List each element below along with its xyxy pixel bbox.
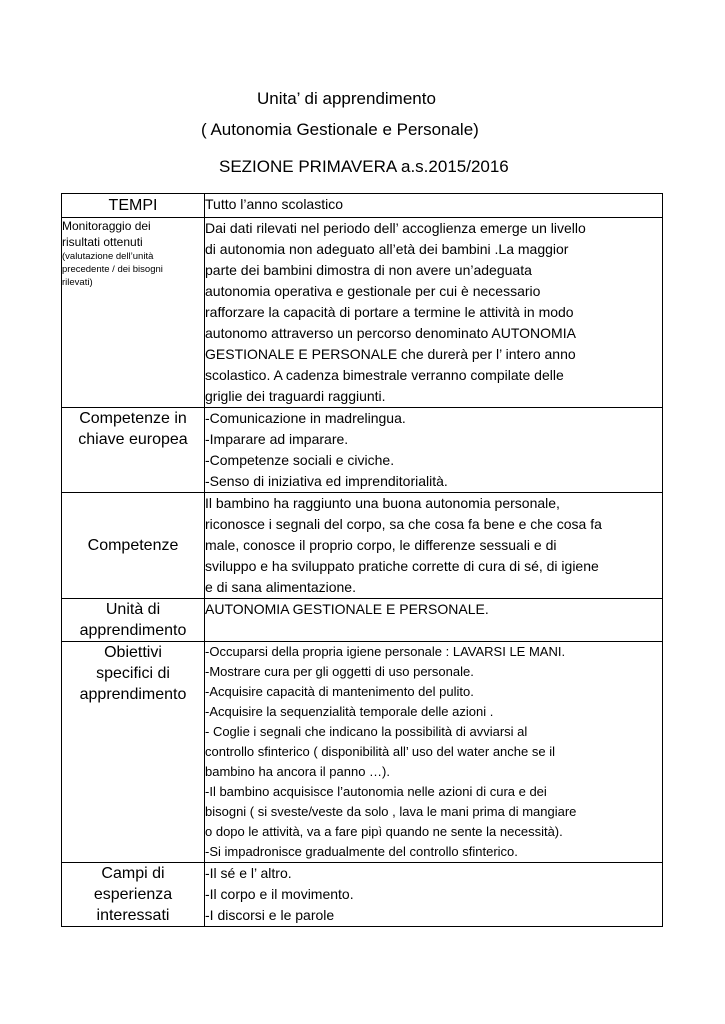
list-item: bisogni ( si sveste/veste da solo , lava le mani prima di mangiare bbox=[205, 804, 577, 819]
unita-label: Unità di apprendimento bbox=[62, 599, 205, 642]
text-line: e di sana alimentazione. bbox=[205, 579, 356, 595]
title-line-1: Unita’ di apprendimento bbox=[257, 89, 436, 108]
title-line-2: ( Autonomia Gestionale e Personale) bbox=[201, 120, 479, 139]
campi-list bbox=[205, 863, 663, 927]
text-line: di autonomia non adeguato all’età dei bambini .La maggior bbox=[205, 241, 569, 257]
row-tempi bbox=[62, 194, 663, 218]
tempi-label: TEMPI bbox=[62, 194, 205, 218]
row-obiettivi bbox=[62, 642, 663, 863]
row-competenze-europee bbox=[62, 408, 663, 493]
text-line: GESTIONALE E PERSONALE che durerà per l’ intero anno bbox=[205, 346, 576, 362]
monitoraggio-label-line: risultati ottenuti bbox=[62, 235, 143, 249]
monitoraggio-sublabel-line: (valutazione dell’unità bbox=[62, 251, 154, 262]
text-line: griglie dei traguardi raggiunti. bbox=[205, 388, 386, 404]
unita-value: AUTONOMIA GESTIONALE E PERSONALE. bbox=[205, 599, 663, 642]
list-item: -Acquisire capacità di mantenimento del pulito. bbox=[205, 684, 474, 699]
row-unita bbox=[62, 599, 663, 642]
obiettivi-list bbox=[205, 642, 663, 863]
monitoraggio-sublabel-line: rilevati) bbox=[62, 277, 93, 288]
text-line: scolastico. A cadenza bimestrale verranno compilate delle bbox=[205, 367, 564, 383]
monitoraggio-label bbox=[62, 218, 205, 408]
text-line: Il bambino ha raggiunto una buona autonomia personale, bbox=[205, 495, 560, 511]
text-line: parte dei bambini dimostra di non avere un’adeguata bbox=[205, 262, 532, 278]
text-line: autonomo attraverso un percorso denominato AUTONOMIA bbox=[205, 325, 576, 341]
text-line: Dai dati rilevati nel periodo dell’ accoglienza emerge un livello bbox=[205, 220, 586, 236]
obiettivi-label: Obiettivi specifici di apprendimento bbox=[62, 642, 205, 863]
campi-label: Campi di esperienza interessati bbox=[62, 863, 205, 927]
list-item: -Senso di iniziativa ed imprenditorialità. bbox=[205, 473, 448, 489]
monitoraggio-label-line: Monitoraggio dei bbox=[62, 219, 151, 233]
list-item: -Competenze sociali e civiche. bbox=[205, 452, 395, 468]
list-item: -Il sé e l’ altro. bbox=[205, 865, 292, 881]
row-monitoraggio bbox=[62, 218, 663, 408]
list-item: -Mostrare cura per gli oggetti di uso personale. bbox=[205, 664, 474, 679]
text-line: rafforzare la capacità di portare a termine le attività in modo bbox=[205, 304, 574, 320]
text-line: sviluppo e ha sviluppato pratiche corrette di cura di sé, di igiene bbox=[205, 558, 599, 574]
list-item: - Coglie i segnali che indicano la possibilità di avviarsi al bbox=[205, 724, 528, 739]
title-line-3: SEZIONE PRIMAVERA a.s.2015/2016 bbox=[219, 157, 509, 176]
list-item: controllo sfinterico ( disponibilità all’ uso del water anche se il bbox=[205, 744, 555, 759]
list-item: o dopo le attività, va a fare pipì quando ne sente la necessità). bbox=[205, 824, 563, 839]
learning-unit-table bbox=[61, 193, 663, 927]
list-item: -Il corpo e il movimento. bbox=[205, 886, 354, 902]
list-item: -Il bambino acquisisce l’autonomia nelle azioni di cura e dei bbox=[205, 784, 547, 799]
list-item: -Acquisire la sequenzialità temporale delle azioni . bbox=[205, 704, 494, 719]
row-campi bbox=[62, 863, 663, 927]
list-item: -Occuparsi della propria igiene personale : LAVARSI LE MANI. bbox=[205, 644, 566, 659]
text-line: riconosce i segnali del corpo, sa che cosa fa bene e che cosa fa bbox=[205, 516, 602, 532]
competenze-europee-label: Competenze in chiave europea bbox=[62, 408, 205, 493]
list-item: bambino ha ancora il panno …). bbox=[205, 764, 391, 779]
monitoraggio-sublabel-line: precedente / dei bisogni bbox=[62, 264, 163, 275]
tempi-value: Tutto l’anno scolastico bbox=[205, 194, 663, 218]
competenze-text bbox=[205, 493, 663, 599]
list-item: -Si impadronisce gradualmente del controllo sfinterico. bbox=[205, 844, 518, 859]
monitoraggio-text bbox=[205, 218, 663, 408]
list-item: -I discorsi e le parole bbox=[205, 907, 335, 923]
text-line: male, conosce il proprio corpo, le differenze sessuali e di bbox=[205, 537, 557, 553]
list-item: -Imparare ad imparare. bbox=[205, 431, 349, 447]
competenze-label: Competenze bbox=[62, 493, 205, 599]
row-competenze bbox=[62, 493, 663, 599]
list-item: -Comunicazione in madrelingua. bbox=[205, 410, 406, 426]
text-line: autonomia operativa e gestionale per cui è necessario bbox=[205, 283, 541, 299]
competenze-europee-list bbox=[205, 408, 663, 493]
